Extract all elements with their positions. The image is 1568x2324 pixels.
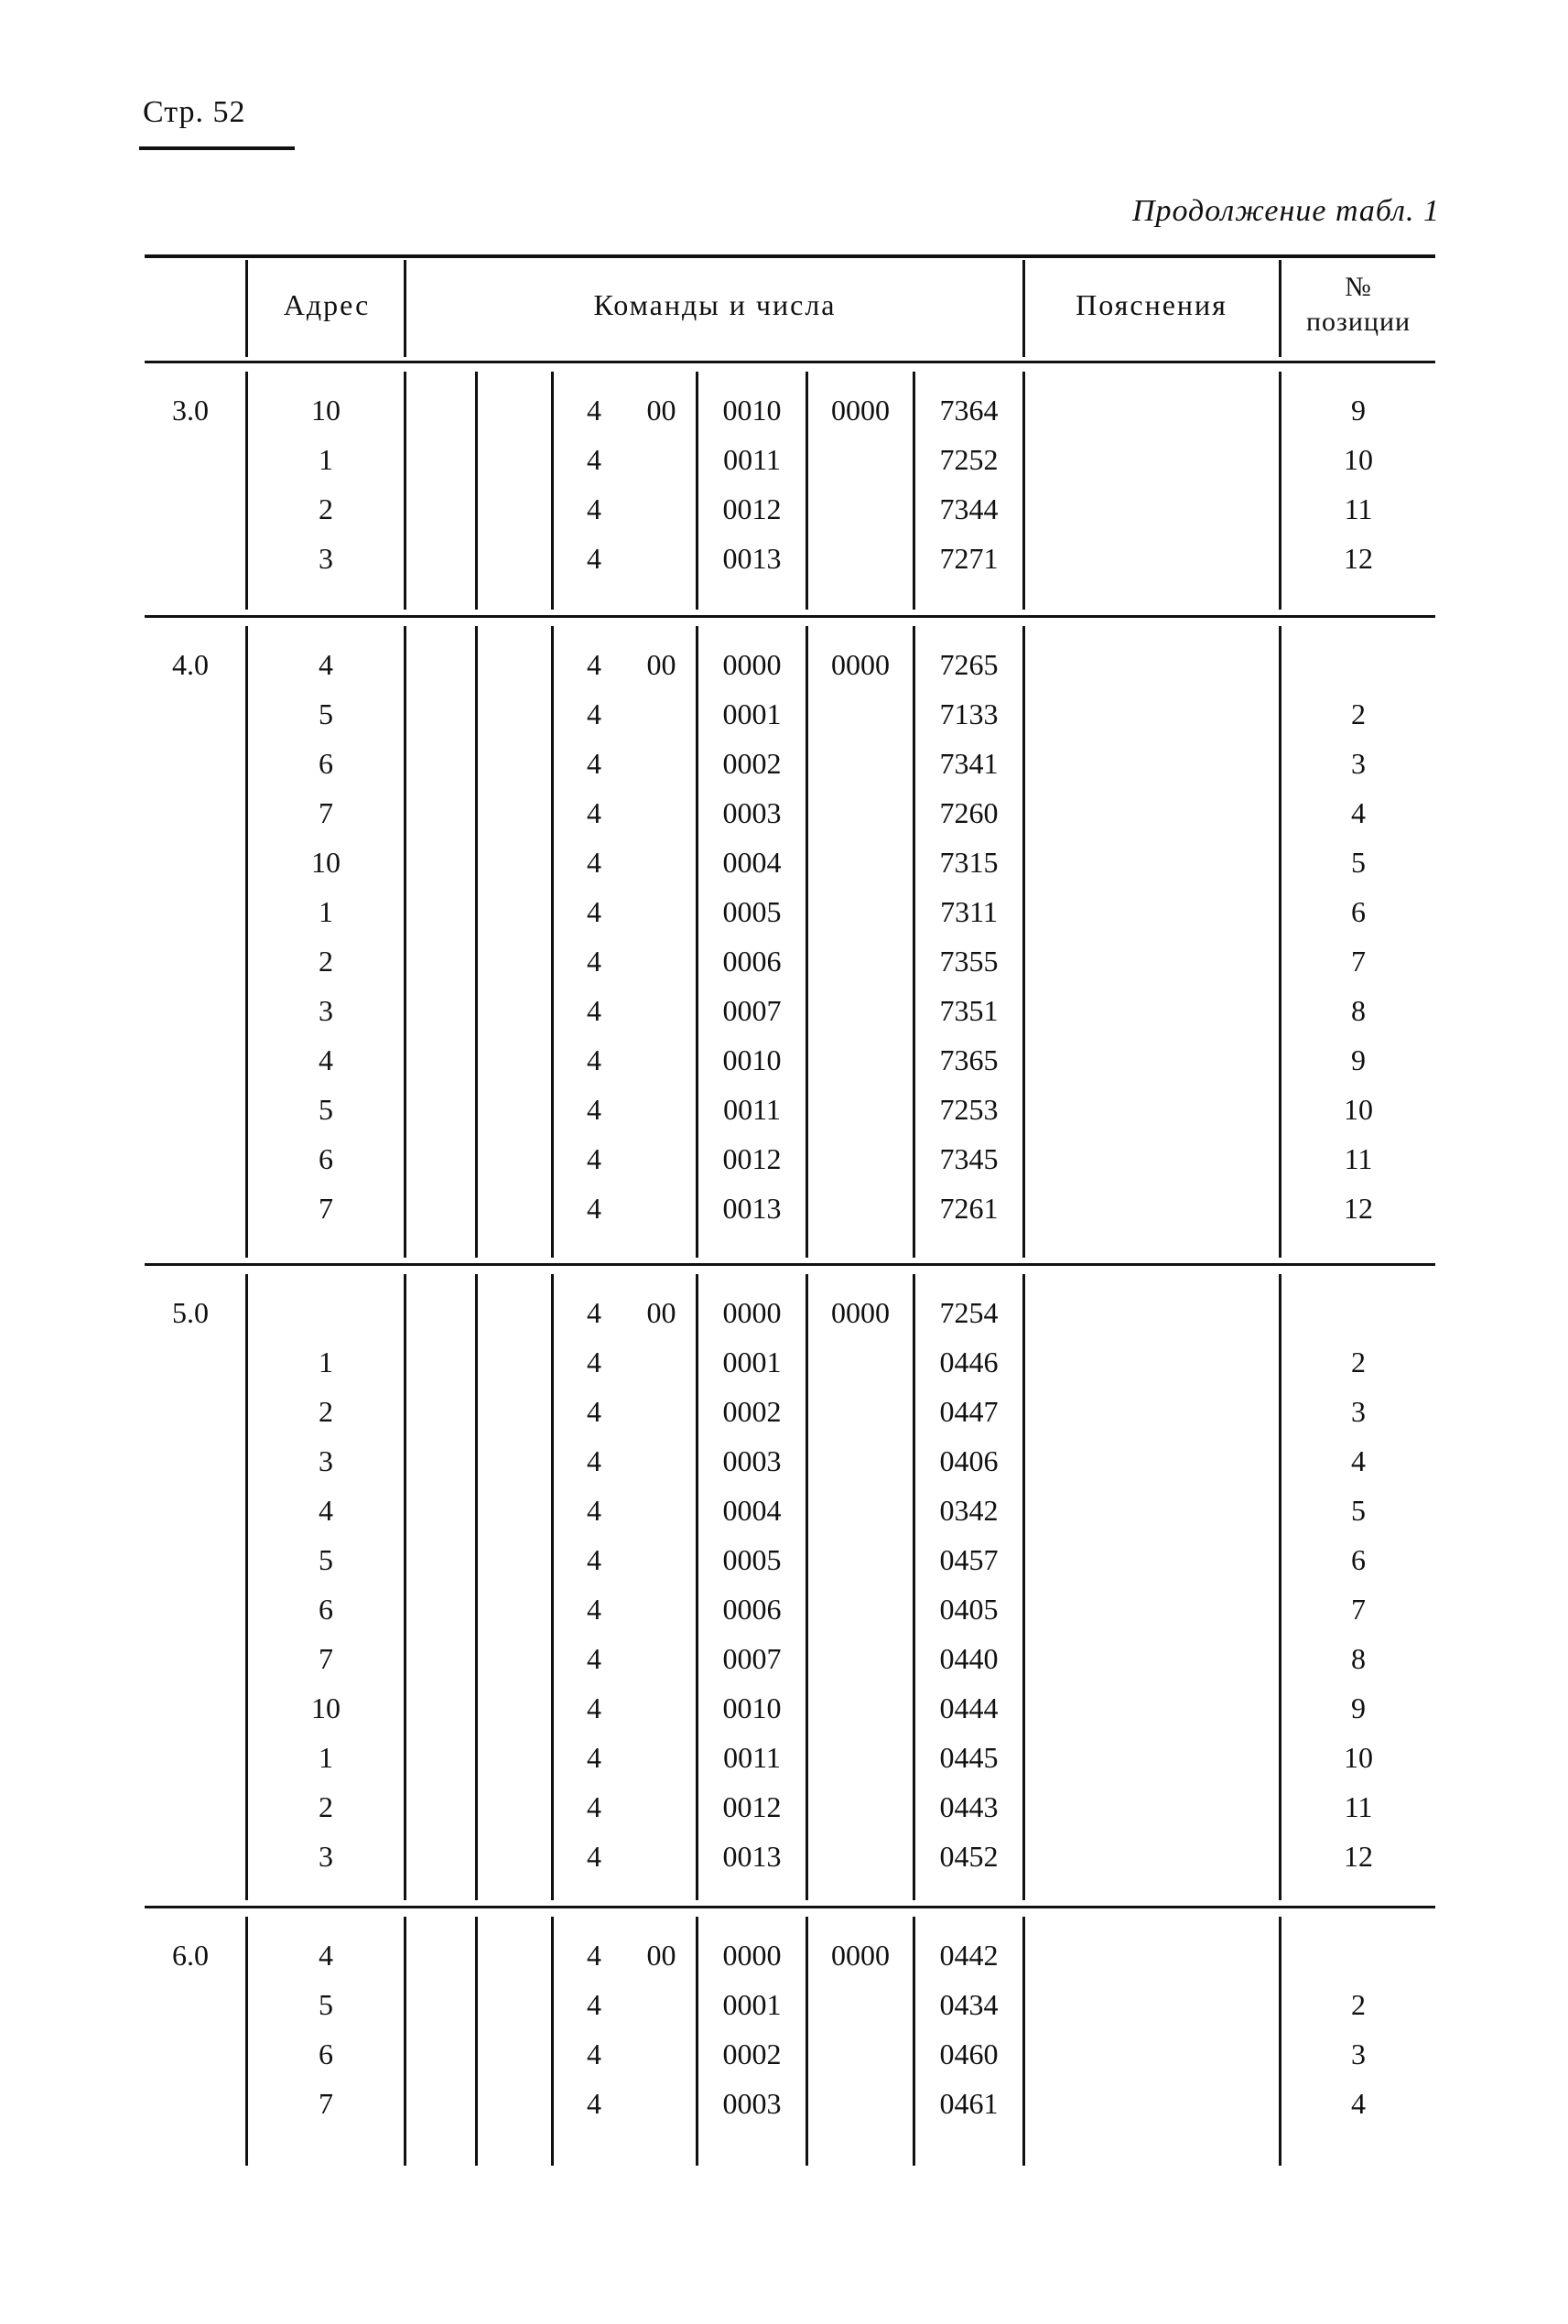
cell-position: 12 bbox=[1344, 1192, 1373, 1225]
cell-operand: 0002 bbox=[722, 1395, 782, 1428]
column-divider bbox=[1022, 1917, 1025, 2166]
column-divider bbox=[404, 1274, 406, 1900]
block-label: 4.0 bbox=[172, 648, 209, 681]
cell-position: 3 bbox=[1351, 2038, 1366, 2070]
cell-opcode: 4 bbox=[587, 1296, 601, 1329]
cell-opcode: 4 bbox=[587, 796, 601, 829]
cell-operand-2 bbox=[808, 491, 913, 527]
cell-operand-2: 0000 bbox=[831, 1939, 890, 1972]
cell-modifier bbox=[627, 1838, 696, 1875]
cell-operand: 0012 bbox=[722, 1790, 782, 1823]
cell-opcode: 4 bbox=[587, 648, 601, 681]
table-top-rule bbox=[145, 254, 1435, 258]
cell-operand-2 bbox=[808, 844, 913, 881]
cell-opcode: 4 bbox=[587, 895, 601, 928]
cell-position: 11 bbox=[1344, 1790, 1373, 1823]
cell-opcode: 4 bbox=[587, 1093, 601, 1126]
cell-operand: 0003 bbox=[722, 1444, 782, 1477]
cell-modifier bbox=[627, 1492, 696, 1529]
cell-address: 6 bbox=[319, 1593, 333, 1626]
cell-operand: 0013 bbox=[722, 1192, 782, 1225]
cell-opcode: 4 bbox=[587, 1142, 601, 1175]
cell-address: 10 bbox=[311, 1692, 341, 1724]
cell-position: 4 bbox=[1351, 1444, 1366, 1477]
cell-modifier bbox=[627, 1591, 696, 1627]
cell-position: 8 bbox=[1351, 994, 1366, 1027]
cell-position: 11 bbox=[1344, 1142, 1373, 1175]
cell-modifier bbox=[627, 1640, 696, 1677]
cell-opcode: 4 bbox=[587, 394, 601, 427]
cell-operand-2 bbox=[808, 1789, 913, 1825]
header-position-number-sign: № bbox=[1345, 272, 1372, 302]
cell-position: 10 bbox=[1344, 1093, 1373, 1126]
cell-modifier bbox=[627, 441, 696, 478]
cell-position: 4 bbox=[1351, 796, 1366, 829]
cell-modifier bbox=[627, 992, 696, 1029]
cell-modifier bbox=[627, 1190, 696, 1227]
cell-number: 7315 bbox=[939, 846, 999, 879]
column-divider bbox=[1022, 372, 1025, 610]
cell-operand: 0006 bbox=[722, 1593, 782, 1626]
cell-number: 7254 bbox=[939, 1296, 999, 1329]
cell-address: 1 bbox=[319, 895, 333, 928]
cell-operand-2 bbox=[808, 696, 913, 732]
header-address: Адрес bbox=[283, 288, 371, 321]
cell-operand: 0004 bbox=[722, 846, 782, 879]
cell-operand-2 bbox=[808, 1541, 913, 1578]
cell-position: 5 bbox=[1351, 846, 1366, 879]
cell-address: 4 bbox=[319, 648, 333, 681]
cell-modifier bbox=[627, 893, 696, 930]
cell-opcode: 4 bbox=[587, 443, 601, 476]
cell-number: 7364 bbox=[939, 394, 999, 427]
cell-address: 1 bbox=[319, 1741, 333, 1774]
cell-position: 7 bbox=[1351, 1593, 1366, 1626]
cell-position: 6 bbox=[1351, 1543, 1366, 1576]
cell-address bbox=[248, 1294, 404, 1331]
cell-address: 10 bbox=[311, 394, 341, 427]
cell-operand-2 bbox=[808, 1344, 913, 1380]
cell-operand: 0002 bbox=[722, 2038, 782, 2070]
cell-number: 0445 bbox=[939, 1741, 999, 1774]
cell-address: 3 bbox=[319, 1840, 333, 1873]
header-notes: Пояснения bbox=[1076, 288, 1227, 321]
column-divider bbox=[475, 1917, 478, 2166]
cell-operand: 0012 bbox=[722, 1142, 782, 1175]
cell-position: 12 bbox=[1344, 1840, 1373, 1873]
cell-opcode: 4 bbox=[587, 1642, 601, 1675]
cell-number: 0444 bbox=[939, 1692, 999, 1724]
cell-modifier bbox=[627, 745, 696, 782]
cell-modifier: 00 bbox=[646, 394, 676, 427]
cell-address: 4 bbox=[319, 1043, 333, 1076]
cell-operand-2 bbox=[808, 1443, 913, 1479]
cell-opcode: 4 bbox=[587, 945, 601, 978]
cell-operand-2 bbox=[808, 1739, 913, 1776]
cell-position: 6 bbox=[1351, 895, 1366, 928]
block-label: 3.0 bbox=[172, 394, 209, 427]
cell-number: 7252 bbox=[939, 443, 999, 476]
cell-operand-2 bbox=[808, 745, 913, 782]
cell-operand-2 bbox=[808, 2036, 913, 2072]
block-label: 6.0 bbox=[172, 1939, 209, 1972]
cell-position bbox=[1281, 1937, 1435, 1973]
cell-operand: 0004 bbox=[722, 1494, 782, 1527]
cell-operand-2: 0000 bbox=[831, 1296, 890, 1329]
cell-position: 9 bbox=[1351, 1692, 1366, 1724]
cell-position: 10 bbox=[1344, 443, 1373, 476]
cell-modifier bbox=[627, 794, 696, 831]
header-divider bbox=[245, 260, 248, 357]
cell-number: 0446 bbox=[939, 1346, 999, 1378]
cell-address: 7 bbox=[319, 2087, 333, 2120]
cell-number: 7261 bbox=[939, 1192, 999, 1225]
cell-address: 3 bbox=[319, 994, 333, 1027]
cell-number: 0460 bbox=[939, 2038, 999, 2070]
column-divider bbox=[475, 372, 478, 610]
cell-opcode: 4 bbox=[587, 1494, 601, 1527]
cell-modifier bbox=[627, 1789, 696, 1825]
cell-operand: 0013 bbox=[722, 542, 782, 575]
cell-opcode: 4 bbox=[587, 1988, 601, 2021]
cell-operand-2 bbox=[808, 1640, 913, 1677]
cell-operand: 0013 bbox=[722, 1840, 782, 1873]
cell-address: 5 bbox=[319, 1543, 333, 1576]
cell-operand: 0011 bbox=[723, 1741, 781, 1774]
cell-position: 11 bbox=[1344, 492, 1373, 525]
cell-operand: 0003 bbox=[722, 2087, 782, 2120]
cell-number: 0452 bbox=[939, 1840, 999, 1873]
cell-number: 0447 bbox=[939, 1395, 999, 1428]
cell-operand-2 bbox=[808, 2085, 913, 2122]
block-separator-rule bbox=[145, 1263, 1435, 1266]
cell-operand-2 bbox=[808, 1838, 913, 1875]
cell-number: 0442 bbox=[939, 1939, 999, 1972]
cell-position: 12 bbox=[1344, 542, 1373, 575]
cell-address: 1 bbox=[319, 1346, 333, 1378]
cell-address: 10 bbox=[311, 846, 341, 879]
cell-modifier bbox=[627, 1986, 696, 2023]
cell-address: 2 bbox=[319, 1790, 333, 1823]
cell-operand: 0011 bbox=[723, 443, 781, 476]
column-divider bbox=[404, 626, 406, 1258]
cell-operand: 0010 bbox=[722, 1692, 782, 1724]
cell-address: 7 bbox=[319, 796, 333, 829]
cell-operand-2 bbox=[808, 992, 913, 1029]
cell-address: 2 bbox=[319, 1395, 333, 1428]
cell-operand-2: 0000 bbox=[831, 648, 890, 681]
cell-operand-2: 0000 bbox=[831, 394, 890, 427]
cell-modifier bbox=[627, 1541, 696, 1578]
cell-opcode: 4 bbox=[587, 492, 601, 525]
cell-operand: 0006 bbox=[722, 945, 782, 978]
cell-position: 2 bbox=[1351, 1988, 1366, 2021]
cell-position bbox=[1281, 1294, 1435, 1331]
cell-number: 0461 bbox=[939, 2087, 999, 2120]
cell-address: 4 bbox=[319, 1494, 333, 1527]
cell-position: 9 bbox=[1351, 394, 1366, 427]
cell-operand: 0011 bbox=[723, 1093, 781, 1126]
cell-opcode: 4 bbox=[587, 846, 601, 879]
cell-operand-2 bbox=[808, 540, 913, 577]
cell-address: 4 bbox=[319, 1939, 333, 1972]
column-divider bbox=[475, 626, 478, 1258]
cell-opcode: 4 bbox=[587, 1790, 601, 1823]
cell-opcode: 4 bbox=[587, 1043, 601, 1076]
cell-opcode: 4 bbox=[587, 1692, 601, 1724]
cell-operand-2 bbox=[808, 1190, 913, 1227]
cell-number: 7271 bbox=[939, 542, 999, 575]
cell-operand-2 bbox=[808, 1091, 913, 1128]
cell-opcode: 4 bbox=[587, 1741, 601, 1774]
cell-opcode: 4 bbox=[587, 1840, 601, 1873]
cell-modifier bbox=[627, 1140, 696, 1177]
cell-position: 3 bbox=[1351, 747, 1366, 780]
cell-operand-2 bbox=[808, 1140, 913, 1177]
cell-modifier bbox=[627, 943, 696, 979]
cell-position: 2 bbox=[1351, 1346, 1366, 1378]
column-divider bbox=[404, 1917, 406, 2166]
cell-number: 7365 bbox=[939, 1043, 999, 1076]
cell-opcode: 4 bbox=[587, 1543, 601, 1576]
header-position-label: позиции bbox=[1305, 307, 1411, 337]
cell-address: 7 bbox=[319, 1642, 333, 1675]
cell-number: 7344 bbox=[939, 492, 999, 525]
cell-operand: 0007 bbox=[722, 1642, 782, 1675]
cell-opcode: 4 bbox=[587, 1444, 601, 1477]
cell-operand-2 bbox=[808, 441, 913, 478]
cell-number: 7253 bbox=[939, 1093, 999, 1126]
cell-opcode: 4 bbox=[587, 2087, 601, 2120]
cell-number: 0440 bbox=[939, 1642, 999, 1675]
table-continuation-caption: Продолжение табл. 1 bbox=[1131, 194, 1440, 228]
cell-operand: 0000 bbox=[722, 648, 782, 681]
page-header: Стр. 52 bbox=[143, 95, 246, 129]
cell-operand: 0000 bbox=[722, 1296, 782, 1329]
column-divider bbox=[404, 372, 406, 610]
cell-operand: 0005 bbox=[722, 895, 782, 928]
cell-operand-2 bbox=[808, 794, 913, 831]
cell-opcode: 4 bbox=[587, 994, 601, 1027]
cell-modifier bbox=[627, 1344, 696, 1380]
cell-opcode: 4 bbox=[587, 2038, 601, 2070]
cell-operand: 0007 bbox=[722, 994, 782, 1027]
cell-opcode: 4 bbox=[587, 1593, 601, 1626]
cell-operand: 0010 bbox=[722, 1043, 782, 1076]
cell-number: 0342 bbox=[939, 1494, 999, 1527]
cell-operand: 0001 bbox=[722, 1988, 782, 2021]
cell-operand-2 bbox=[808, 1986, 913, 2023]
cell-opcode: 4 bbox=[587, 747, 601, 780]
cell-address: 3 bbox=[319, 542, 333, 575]
column-divider bbox=[475, 1274, 478, 1900]
cell-modifier bbox=[627, 1042, 696, 1078]
column-divider bbox=[1022, 1274, 1025, 1900]
cell-position: 10 bbox=[1344, 1741, 1373, 1774]
header-divider bbox=[404, 260, 406, 357]
cell-modifier bbox=[627, 844, 696, 881]
cell-modifier: 00 bbox=[646, 1296, 676, 1329]
cell-modifier: 00 bbox=[646, 1939, 676, 1972]
cell-number: 7355 bbox=[939, 945, 999, 978]
cell-number: 7260 bbox=[939, 796, 999, 829]
cell-address: 6 bbox=[319, 747, 333, 780]
cell-opcode: 4 bbox=[587, 1192, 601, 1225]
cell-number: 7133 bbox=[939, 697, 999, 730]
cell-operand: 0001 bbox=[722, 697, 782, 730]
cell-number: 7341 bbox=[939, 747, 999, 780]
cell-number: 0457 bbox=[939, 1543, 999, 1576]
cell-operand-2 bbox=[808, 1591, 913, 1627]
cell-opcode: 4 bbox=[587, 1395, 601, 1428]
header-divider bbox=[1279, 260, 1281, 357]
block-separator-rule bbox=[145, 615, 1435, 618]
cell-operand-2 bbox=[808, 1393, 913, 1430]
cell-position: 2 bbox=[1351, 697, 1366, 730]
block-separator-rule bbox=[145, 1906, 1435, 1908]
cell-number: 7311 bbox=[940, 895, 998, 928]
page-header-underline bbox=[139, 146, 295, 150]
cell-opcode: 4 bbox=[587, 1939, 601, 1972]
cell-modifier bbox=[627, 696, 696, 732]
cell-position: 4 bbox=[1351, 2087, 1366, 2120]
column-divider bbox=[1022, 626, 1025, 1258]
cell-number: 0434 bbox=[939, 1988, 999, 2021]
cell-operand: 0005 bbox=[722, 1543, 782, 1576]
cell-position bbox=[1281, 646, 1435, 683]
cell-modifier bbox=[627, 1091, 696, 1128]
cell-operand: 0010 bbox=[722, 394, 782, 427]
cell-modifier bbox=[627, 1393, 696, 1430]
cell-operand: 0001 bbox=[722, 1346, 782, 1378]
cell-modifier bbox=[627, 2085, 696, 2122]
cell-operand: 0003 bbox=[722, 796, 782, 829]
cell-number: 0406 bbox=[939, 1444, 999, 1477]
cell-opcode: 4 bbox=[587, 697, 601, 730]
cell-address: 5 bbox=[319, 697, 333, 730]
cell-operand-2 bbox=[808, 943, 913, 979]
cell-address: 7 bbox=[319, 1192, 333, 1225]
cell-operand: 0000 bbox=[722, 1939, 782, 1972]
cell-modifier bbox=[627, 1690, 696, 1726]
cell-address: 6 bbox=[319, 1142, 333, 1175]
cell-address: 2 bbox=[319, 492, 333, 525]
cell-number: 0443 bbox=[939, 1790, 999, 1823]
header-commands: Команды и числа bbox=[593, 288, 837, 321]
header-bottom-rule bbox=[145, 361, 1435, 363]
cell-position: 9 bbox=[1351, 1043, 1366, 1076]
cell-address: 6 bbox=[319, 2038, 333, 2070]
cell-position: 5 bbox=[1351, 1494, 1366, 1527]
cell-opcode: 4 bbox=[587, 1346, 601, 1378]
cell-operand-2 bbox=[808, 1492, 913, 1529]
cell-operand-2 bbox=[808, 1690, 913, 1726]
cell-operand-2 bbox=[808, 893, 913, 930]
cell-modifier bbox=[627, 491, 696, 527]
cell-opcode: 4 bbox=[587, 542, 601, 575]
cell-address: 5 bbox=[319, 1093, 333, 1126]
cell-operand-2 bbox=[808, 1042, 913, 1078]
cell-position: 7 bbox=[1351, 945, 1366, 978]
cell-number: 7345 bbox=[939, 1142, 999, 1175]
cell-modifier bbox=[627, 540, 696, 577]
cell-operand: 0012 bbox=[722, 492, 782, 525]
cell-modifier bbox=[627, 2036, 696, 2072]
cell-modifier: 00 bbox=[646, 648, 676, 681]
header-divider bbox=[1022, 260, 1025, 357]
cell-position: 8 bbox=[1351, 1642, 1366, 1675]
cell-address: 1 bbox=[319, 443, 333, 476]
block-label: 5.0 bbox=[172, 1296, 209, 1329]
cell-modifier bbox=[627, 1739, 696, 1776]
cell-number: 7351 bbox=[939, 994, 999, 1027]
cell-address: 2 bbox=[319, 945, 333, 978]
cell-number: 7265 bbox=[939, 648, 999, 681]
cell-address: 5 bbox=[319, 1988, 333, 2021]
cell-operand: 0002 bbox=[722, 747, 782, 780]
cell-number: 0405 bbox=[939, 1593, 999, 1626]
cell-position: 3 bbox=[1351, 1395, 1366, 1428]
cell-modifier bbox=[627, 1443, 696, 1479]
cell-address: 3 bbox=[319, 1444, 333, 1477]
